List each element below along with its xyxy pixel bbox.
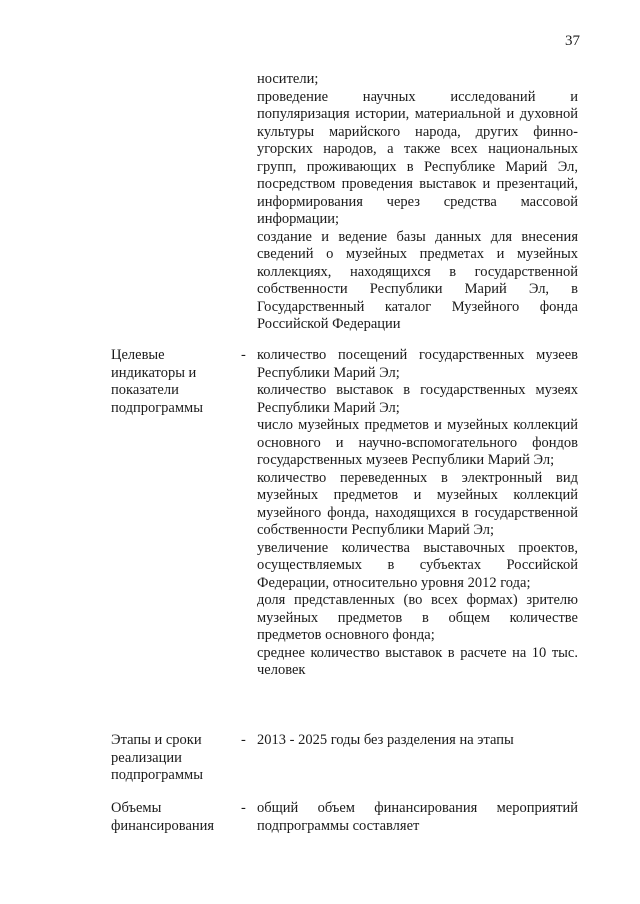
continuation-content — [257, 71, 578, 334]
finance-dash: - — [241, 800, 246, 816]
indicator-item: количество выставок в государственных музеях Республики Марий Эл; — [257, 382, 578, 416]
finance-label: Объемы финансирования — [111, 800, 215, 834]
indicator-item: доля представленных (во всех формах) зрителю музейных предметов в общем количестве предметов основного фонда; — [257, 592, 578, 643]
continuation-paragraph: проведение научных исследований и популяризация истории, материальной и духовной культуры марийского народа, других финно-угорских народов, а также всех национальных групп, проживающих в Республике Марий Эл, посредством проведения выставок и презентаций, информирования через средства массовой информации; — [257, 88, 578, 227]
continuation-paragraph: носители; — [257, 71, 319, 87]
finance-content — [257, 800, 578, 835]
continuation-paragraph: создание и ведение базы данных для внесения сведений о музейных предметах и музейных коллекциях, находящихся в государственной собственности Республики Марий Эл, в Государственный каталог Музейного фонда Российской Федерации — [257, 228, 578, 332]
stages-label: Этапы и сроки реализации подпрограммы — [111, 732, 203, 783]
finance-text: общий объем финансирования мероприятий подпрограммы составляет — [257, 800, 578, 834]
indicators-label: Целевые индикаторы и показатели подпрограммы — [111, 347, 203, 416]
indicator-item: количество посещений государственных музеев Республики Марий Эл; — [257, 347, 578, 381]
indicator-item: среднее количество выставок в расчете на 10 тыс. человек — [257, 644, 578, 678]
stages-dash: - — [241, 732, 246, 748]
indicators-dash: - — [241, 347, 246, 363]
indicators-content — [257, 347, 578, 680]
indicator-item: число музейных предметов и музейных коллекций основного и научно-вспомогательного фондов государственных музеев Республики Марий Эл; — [257, 417, 578, 468]
indicator-item: количество переведенных в электронный вид музейных предметов и музейных коллекций музейного фонда, находящихся в государственной собственности Республики Марий Эл; — [257, 469, 578, 538]
indicator-item: увеличение количества выставочных проектов, осуществляемых в субъектах Российской Федерации, относительно уровня 2012 года; — [257, 539, 578, 591]
stages-content — [257, 732, 578, 750]
stages-text: 2013 - 2025 годы без разделения на этапы — [257, 732, 514, 748]
page-number: 37 — [565, 33, 580, 49]
